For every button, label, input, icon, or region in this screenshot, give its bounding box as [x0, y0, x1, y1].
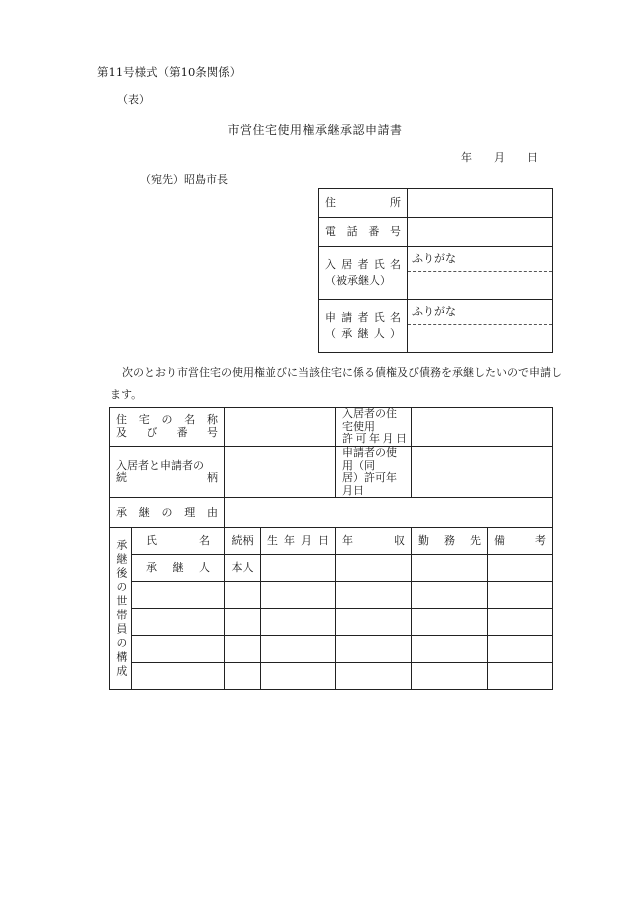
form-number: 第11号様式（第10条関係）: [97, 65, 242, 79]
successor-relation-cell[interactable]: 本人: [225, 555, 261, 582]
table-row: [110, 636, 553, 663]
reason-field[interactable]: [225, 498, 553, 528]
reason-label: 承 継 の 理 由: [110, 498, 225, 528]
resident-permit-label: 入居者の住宅使用 許 可 年 月 日: [336, 408, 412, 447]
address-label: 住 所: [319, 189, 408, 218]
table-row: [110, 555, 553, 582]
cell[interactable]: [412, 609, 488, 636]
side-label: （表）: [117, 93, 150, 106]
use-permit-label: 申請者の使用（同 居）許可年月日: [336, 446, 412, 498]
cell[interactable]: [488, 555, 553, 582]
table-row: [110, 663, 553, 690]
address-field[interactable]: [408, 189, 553, 218]
cell[interactable]: [132, 636, 225, 663]
date-line: [461, 152, 538, 163]
cell[interactable]: [336, 555, 412, 582]
resident-name-field[interactable]: [408, 247, 553, 300]
house-name-field[interactable]: [225, 408, 336, 447]
date-day: 日: [527, 151, 538, 164]
household-label: 承継後の世帯員の構成: [110, 528, 132, 690]
cell[interactable]: [225, 582, 261, 609]
cell[interactable]: [336, 582, 412, 609]
resident-name-label: 入 居 者 氏 名 （被承継人）: [319, 247, 408, 300]
cell[interactable]: [261, 555, 336, 582]
col-name: 氏 名: [132, 528, 225, 555]
cell[interactable]: [336, 663, 412, 690]
col-relation: 続柄: [225, 528, 261, 555]
table-row: [110, 582, 553, 609]
succession-table: [109, 407, 553, 690]
body-text: 次のとおり市営住宅の使用権並びに当該住宅に係る債権及び債務を承継したいので申請します。: [110, 366, 562, 401]
addressee: （宛先）昭島市長: [140, 173, 228, 186]
resident-furigana: ふりがな: [408, 247, 552, 272]
applicant-name-field[interactable]: [408, 300, 553, 353]
cell[interactable]: [336, 636, 412, 663]
page-title: 市営住宅使用権承継承認申請書: [227, 123, 403, 137]
cell[interactable]: [225, 609, 261, 636]
cell[interactable]: [225, 663, 261, 690]
cell[interactable]: [488, 663, 553, 690]
phone-field[interactable]: [408, 218, 553, 247]
table-row: [110, 609, 553, 636]
cell[interactable]: [261, 582, 336, 609]
col-note: 備 考: [488, 528, 553, 555]
cell[interactable]: [132, 663, 225, 690]
cell[interactable]: [488, 636, 553, 663]
cell[interactable]: [225, 636, 261, 663]
date-month: 月: [494, 151, 505, 164]
cell[interactable]: [488, 609, 553, 636]
col-birth: 生 年 月 日: [261, 528, 336, 555]
cell[interactable]: [261, 663, 336, 690]
house-name-label: 住 宅 の 名 称 及 び 番 号: [110, 408, 225, 447]
cell[interactable]: [412, 582, 488, 609]
cell[interactable]: [132, 582, 225, 609]
col-income: 年 収: [336, 528, 412, 555]
resident-permit-field[interactable]: [412, 408, 553, 447]
cell[interactable]: [261, 636, 336, 663]
cell[interactable]: [488, 582, 553, 609]
phone-label: 電 話 番 号: [319, 218, 408, 247]
use-permit-field[interactable]: [412, 446, 553, 498]
cell[interactable]: [132, 609, 225, 636]
relation-field[interactable]: [225, 446, 336, 498]
date-year: 年: [461, 151, 472, 164]
col-work: 勤 務 先: [412, 528, 488, 555]
cell[interactable]: [412, 555, 488, 582]
applicant-furigana: ふりがな: [408, 300, 552, 325]
relation-label: 入居者と申請者の 続 柄: [110, 446, 225, 498]
cell[interactable]: [261, 609, 336, 636]
successor-name-cell[interactable]: 承 継 人: [132, 555, 225, 582]
applicant-name-label: 申 請 者 氏 名 （ 承 継 人 ）: [319, 300, 408, 353]
cell[interactable]: [412, 663, 488, 690]
cell[interactable]: [336, 609, 412, 636]
cell[interactable]: [412, 636, 488, 663]
applicant-table: [318, 188, 553, 353]
